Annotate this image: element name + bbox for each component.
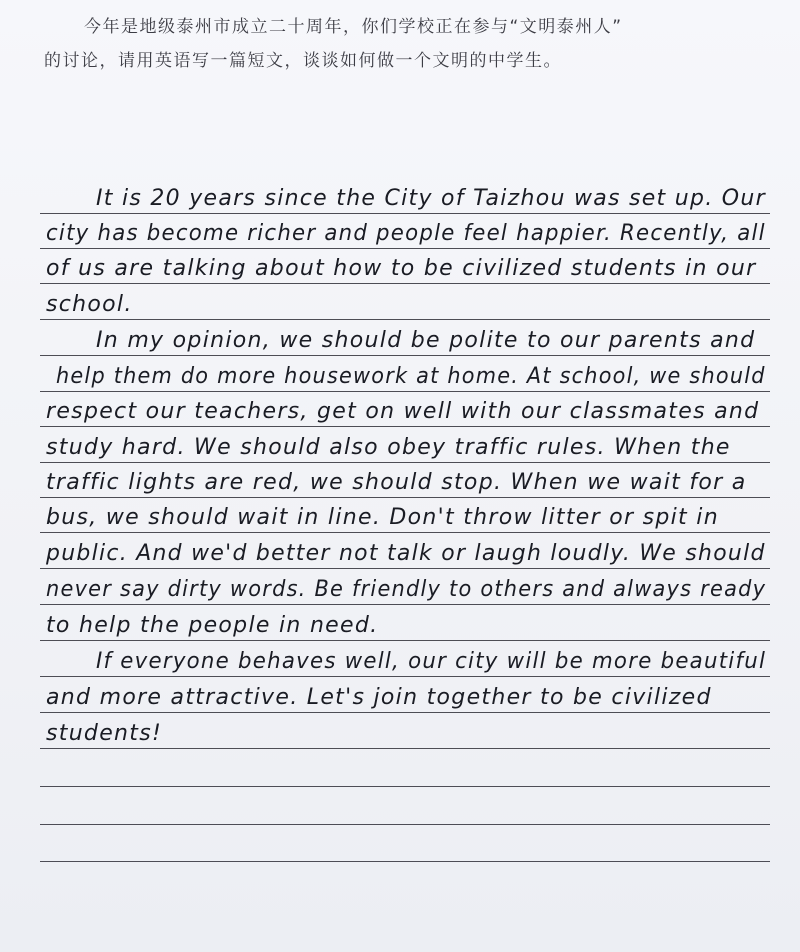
essay-line: It is 20 years since the City of Taizhou was set up. Our [96, 186, 766, 211]
ruled-line [40, 824, 770, 825]
writing-row [40, 391, 770, 427]
writing-row [40, 320, 770, 356]
writing-row [40, 713, 770, 749]
prompt-line-2: 的讨论，请用英语写一篇短文，谈谈如何做一个文明的中学生。 [44, 51, 562, 71]
writing-row [40, 427, 770, 463]
essay-line: study hard. We should also obey traffic rules. When the [46, 435, 731, 460]
ruled-line [40, 748, 770, 749]
writing-row [40, 284, 770, 320]
writing-row [40, 533, 770, 569]
essay-line: to help the people in need. [46, 613, 379, 638]
prompt-line-1: 今年是地级泰州市成立二十周年，你们学校正在参与“文明泰州人” [84, 17, 623, 37]
writing-row-empty [40, 751, 770, 787]
essay-line: of us are talking about how to be civilized students in our [46, 256, 757, 281]
essay-line: and more attractive. Let's join together to be civilized [46, 685, 712, 710]
ruled-line [40, 861, 770, 862]
essay-line: help them do more housework at home. At school, we should [56, 364, 766, 389]
writing-row [40, 641, 770, 677]
essay-line: public. And we'd better not talk or laugh loudly. We should [46, 541, 766, 566]
essay-line: bus, we should wait in line. Don't throw litter or spit in [46, 505, 719, 530]
essay-line: respect our teachers, get on well with our classmates and [46, 399, 760, 424]
writing-row [40, 178, 770, 214]
writing-row [40, 677, 770, 713]
essay-line: traffic lights are red, we should stop. When we wait for a [46, 470, 747, 495]
writing-row [40, 569, 770, 605]
ruled-line [40, 786, 770, 787]
essay-line: never say dirty words. Be friendly to others and always ready [46, 577, 767, 602]
writing-row [40, 248, 770, 284]
writing-row [40, 497, 770, 533]
essay-line: In my opinion, we should be polite to our parents and [96, 328, 756, 353]
writing-row [40, 605, 770, 641]
writing-row [40, 213, 770, 249]
essay-line: city has become richer and people feel happier. Recently, all [46, 221, 766, 246]
essay-line: students! [46, 721, 163, 746]
writing-row-empty [40, 826, 770, 862]
writing-row [40, 462, 770, 498]
writing-row [40, 356, 770, 392]
essay-line: If everyone behaves well, our city will be more beautiful [96, 649, 767, 674]
writing-row-empty [40, 789, 770, 825]
essay-line: school. [46, 292, 133, 317]
